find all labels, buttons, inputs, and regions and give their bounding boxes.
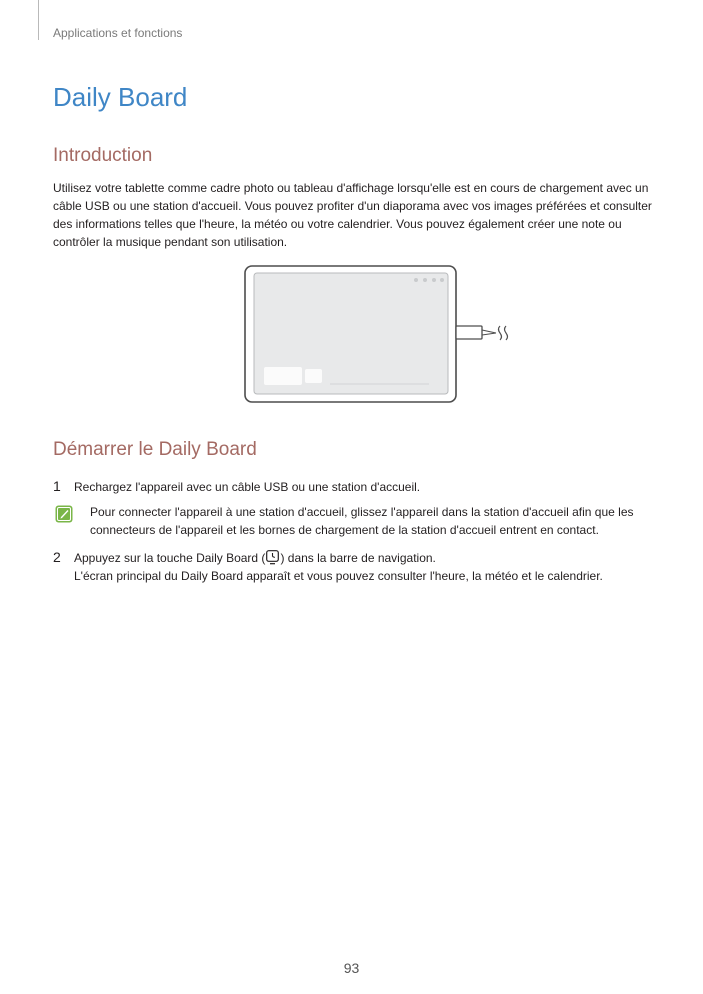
tablet-charging-illustration — [244, 263, 526, 405]
page-title: Daily Board — [53, 82, 188, 112]
step-2-line-2: L'écran principal du Daily Board apparaît et vous pouvez consulter l'heure, la météo et le calendrier. — [74, 569, 603, 583]
step-1-text: Rechargez l'appareil avec un câble USB ou une station d'accueil. — [74, 480, 421, 494]
header-rule — [38, 0, 39, 40]
introduction-heading: Introduction — [53, 145, 153, 166]
step-1-number: 1 — [53, 478, 61, 494]
step-2-text-after: ) dans la barre de navigation. — [280, 551, 436, 565]
note-pencil-icon — [55, 505, 73, 523]
page-number: 93 — [343, 960, 360, 976]
daily-board-icon — [266, 550, 279, 565]
start-heading: Démarrer le Daily Board — [53, 439, 257, 460]
breadcrumb: Applications et fonctions — [53, 26, 183, 40]
step-2-number: 2 — [53, 549, 61, 565]
introduction-paragraph: Utilisez votre tablette comme cadre photo ou tableau d'affichage lorsqu'elle est en cours de chargement avec un câble USB ou une station d'accueil. Vous pouvez profiter d'un diaporama avec vos images préférées et consulter des informations telles que l'heure, la météo ou votre calendrier. Vous pouvez également créer une note ou contrôler la musique pendant son utilisation. — [53, 181, 652, 249]
step-2-text-before: Appuyez sur la touche Daily Board ( — [74, 551, 266, 565]
step-2-text — [74, 549, 664, 585]
note-text: Pour connecter l'appareil à une station d'accueil, glissez l'appareil dans la station d'accueil afin que les connecteurs de l'appareil et les bornes de chargement de la station d'accueil entrent en contact. — [90, 505, 634, 537]
